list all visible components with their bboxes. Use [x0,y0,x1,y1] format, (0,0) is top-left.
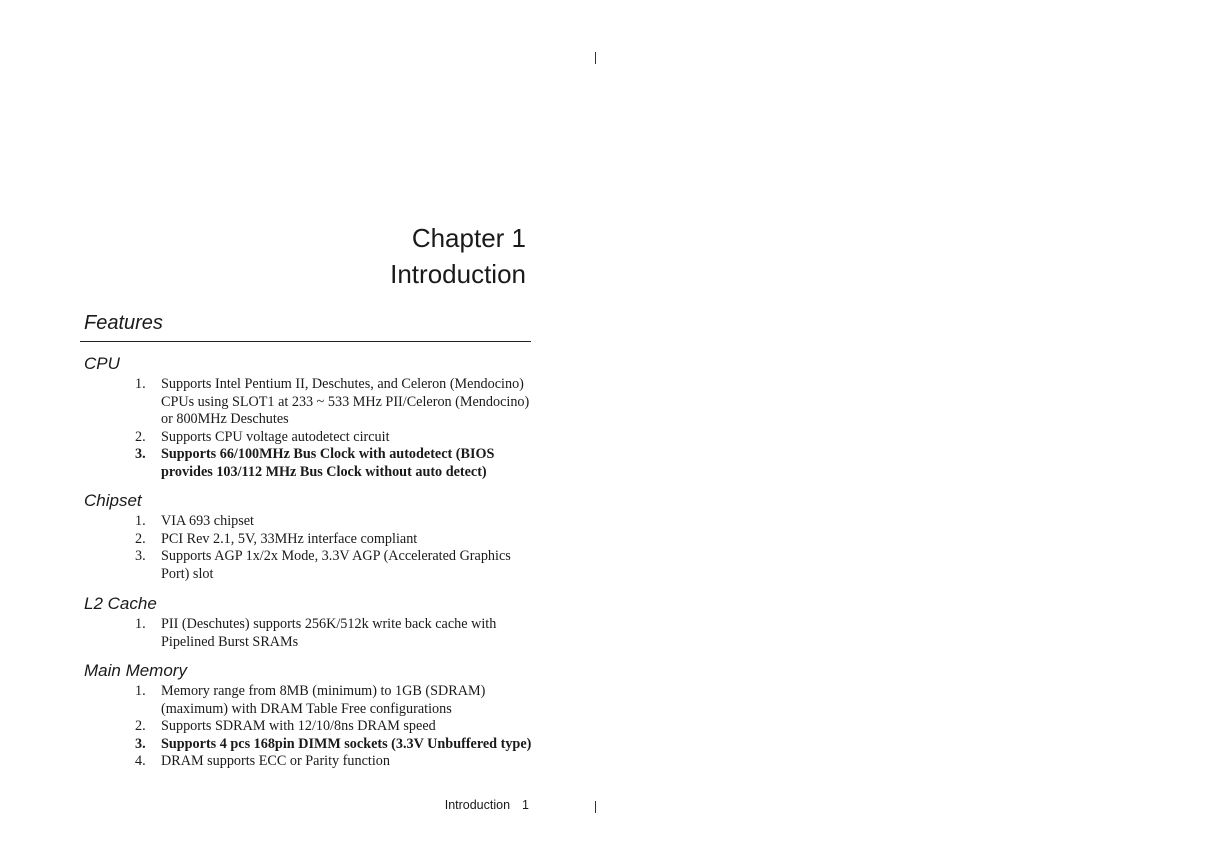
list-item [84,513,534,531]
list-item [84,446,534,481]
item-number: 2. [135,718,146,735]
section-title-main-memory: Main Memory [84,661,187,680]
chapter-title: Introduction [390,259,526,289]
item-number: 1. [135,616,146,632]
list-item [84,429,534,447]
item-number: 1. [135,683,146,699]
list-item [84,753,534,771]
list-item [84,376,534,429]
list-item [84,683,534,718]
item-number: 3. [135,735,146,752]
item-text: Supports 4 pcs 168pin DIMM sockets (3.3V Unbuffered type) [161,735,532,752]
page-footer [445,798,529,812]
footer-label: Introduction [444,798,511,812]
crop-mark-bottom [595,801,596,813]
l2-cache-list [84,616,534,651]
section-title-cpu: CPU [84,354,120,373]
section-chipset [84,490,534,583]
item-number: 3. [135,548,146,565]
item-text: PII (Deschutes) supports 256K/512k write back cache with Pipelined Burst SRAMs [161,616,497,650]
item-text: Supports 66/100MHz Bus Clock with autodetect (BIOS provides 103/112 MHz Bus Clock without auto detect) [161,446,495,480]
section-title-chipset: Chipset [84,491,142,510]
list-item [84,548,534,583]
section-l2-cache [84,593,534,651]
list-item [84,531,534,549]
features-heading: Features [84,312,163,334]
chapter-heading [390,220,526,292]
section-main-memory [84,660,534,771]
item-number: 1. [135,513,146,529]
item-text: PCI Rev 2.1, 5V, 33MHz interface compliant [161,530,418,547]
chipset-list [84,513,534,583]
item-text: Supports CPU voltage autodetect circuit [161,428,390,445]
section-cpu [84,353,534,482]
page-number: 1 [522,798,529,812]
crop-mark-top [595,52,596,64]
item-text: VIA 693 chipset [161,513,254,529]
list-item [84,736,534,754]
cpu-list [84,376,534,482]
item-number: 2. [135,428,146,445]
list-item [84,718,534,736]
item-text: Supports Intel Pentium II, Deschutes, and Celeron (Mendocino) CPUs using SLOT1 at 233 ~ 533 MHz PII/Celeron (Mendocino) or 800MHz Deschutes [161,376,530,428]
chapter-label: Chapter 1 [411,223,526,253]
item-text: Supports SDRAM with 12/10/8ns DRAM speed [161,718,436,735]
item-text: Memory range from 8MB (minimum) to 1GB (SDRAM) (maximum) with DRAM Table Free configurations [161,683,486,717]
item-number: 3. [135,446,146,463]
item-number: 2. [135,530,146,547]
section-title-l2-cache: L2 Cache [84,594,157,613]
list-item [84,616,534,651]
item-text: Supports AGP 1x/2x Mode, 3.3V AGP (Accelerated Graphics Port) slot [161,548,511,582]
item-number: 4. [135,753,146,770]
item-number: 1. [135,376,146,392]
main-memory-list [84,683,534,771]
features-divider [80,341,531,342]
item-text: DRAM supports ECC or Parity function [161,753,390,770]
